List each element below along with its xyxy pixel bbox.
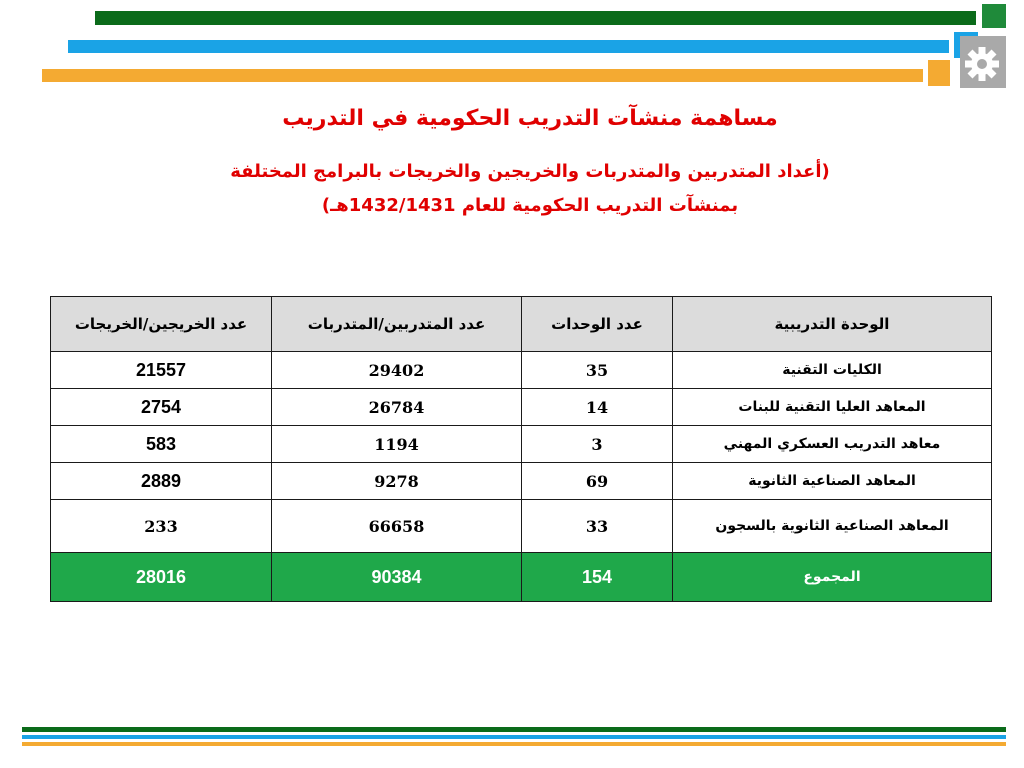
- table-row: [51, 426, 992, 463]
- table-total-row: [51, 553, 992, 602]
- cell-graduates: 583: [51, 426, 272, 463]
- subtitle-line-1: (أعداد المتدربين والمتدربات والخريجين والخريجات بالبرامج المختلفة: [230, 161, 830, 182]
- cell-graduates: 21557: [51, 352, 272, 389]
- cell-unit: معاهد التدريب العسكري المهني: [673, 426, 992, 463]
- header-bar-orange: [42, 69, 923, 82]
- training-units-table: [50, 296, 992, 602]
- cell-unit: الكليات التقنية: [673, 352, 992, 389]
- header-units-count: عدد الوحدات: [522, 297, 673, 352]
- cell-unit: المعاهد الصناعية الثانوية: [673, 463, 992, 500]
- table-header-row: [51, 297, 992, 352]
- gear-logo-icon: [928, 4, 1008, 88]
- cell-graduates: 2889: [51, 463, 272, 500]
- cell-trainees: 26784: [272, 389, 522, 426]
- header-trainees: عدد المتدربين/المتدربات: [272, 297, 522, 352]
- cell-trainees: 9278: [272, 463, 522, 500]
- cell-unit: المعاهد العليا التقنية للبنات: [673, 389, 992, 426]
- header-unit: الوحدة التدريبية: [673, 297, 992, 352]
- header-bar-blue: [68, 40, 949, 53]
- cell-graduates: 233: [51, 500, 272, 553]
- footer-bar-blue: [22, 735, 1006, 739]
- cell-trainees: 1194: [272, 426, 522, 463]
- cell-units-count: 35: [522, 352, 673, 389]
- cell-total-graduates: 28016: [51, 553, 272, 602]
- cell-trainees: 29402: [272, 352, 522, 389]
- cell-total-units-count: 154: [522, 553, 673, 602]
- cell-trainees: 66658: [272, 500, 522, 553]
- table-row: [51, 389, 992, 426]
- table-row: [51, 500, 992, 553]
- cell-units-count: 69: [522, 463, 673, 500]
- footer-bar-orange: [22, 742, 1006, 746]
- header-graduates: عدد الخريجين/الخريجات: [51, 297, 272, 352]
- cell-units-count: 33: [522, 500, 673, 553]
- table-row: [51, 352, 992, 389]
- cell-total-trainees: 90384: [272, 553, 522, 602]
- cell-units-count: 3: [522, 426, 673, 463]
- footer-bar-green: [22, 727, 1006, 732]
- page-title: مساهمة منشآت التدريب الحكومية في التدريب: [282, 106, 778, 131]
- cell-units-count: 14: [522, 389, 673, 426]
- header-bar-green: [95, 11, 976, 25]
- table-row: [51, 463, 992, 500]
- cell-total-label: المجموع: [673, 553, 992, 602]
- subtitle-line-2: بمنشآت التدريب الحكومية للعام 1432/1431هـ): [321, 195, 739, 216]
- cell-graduates: 2754: [51, 389, 272, 426]
- page-subtitle: [150, 155, 910, 235]
- cell-unit: المعاهد الصناعية الثانوية بالسجون: [673, 500, 992, 553]
